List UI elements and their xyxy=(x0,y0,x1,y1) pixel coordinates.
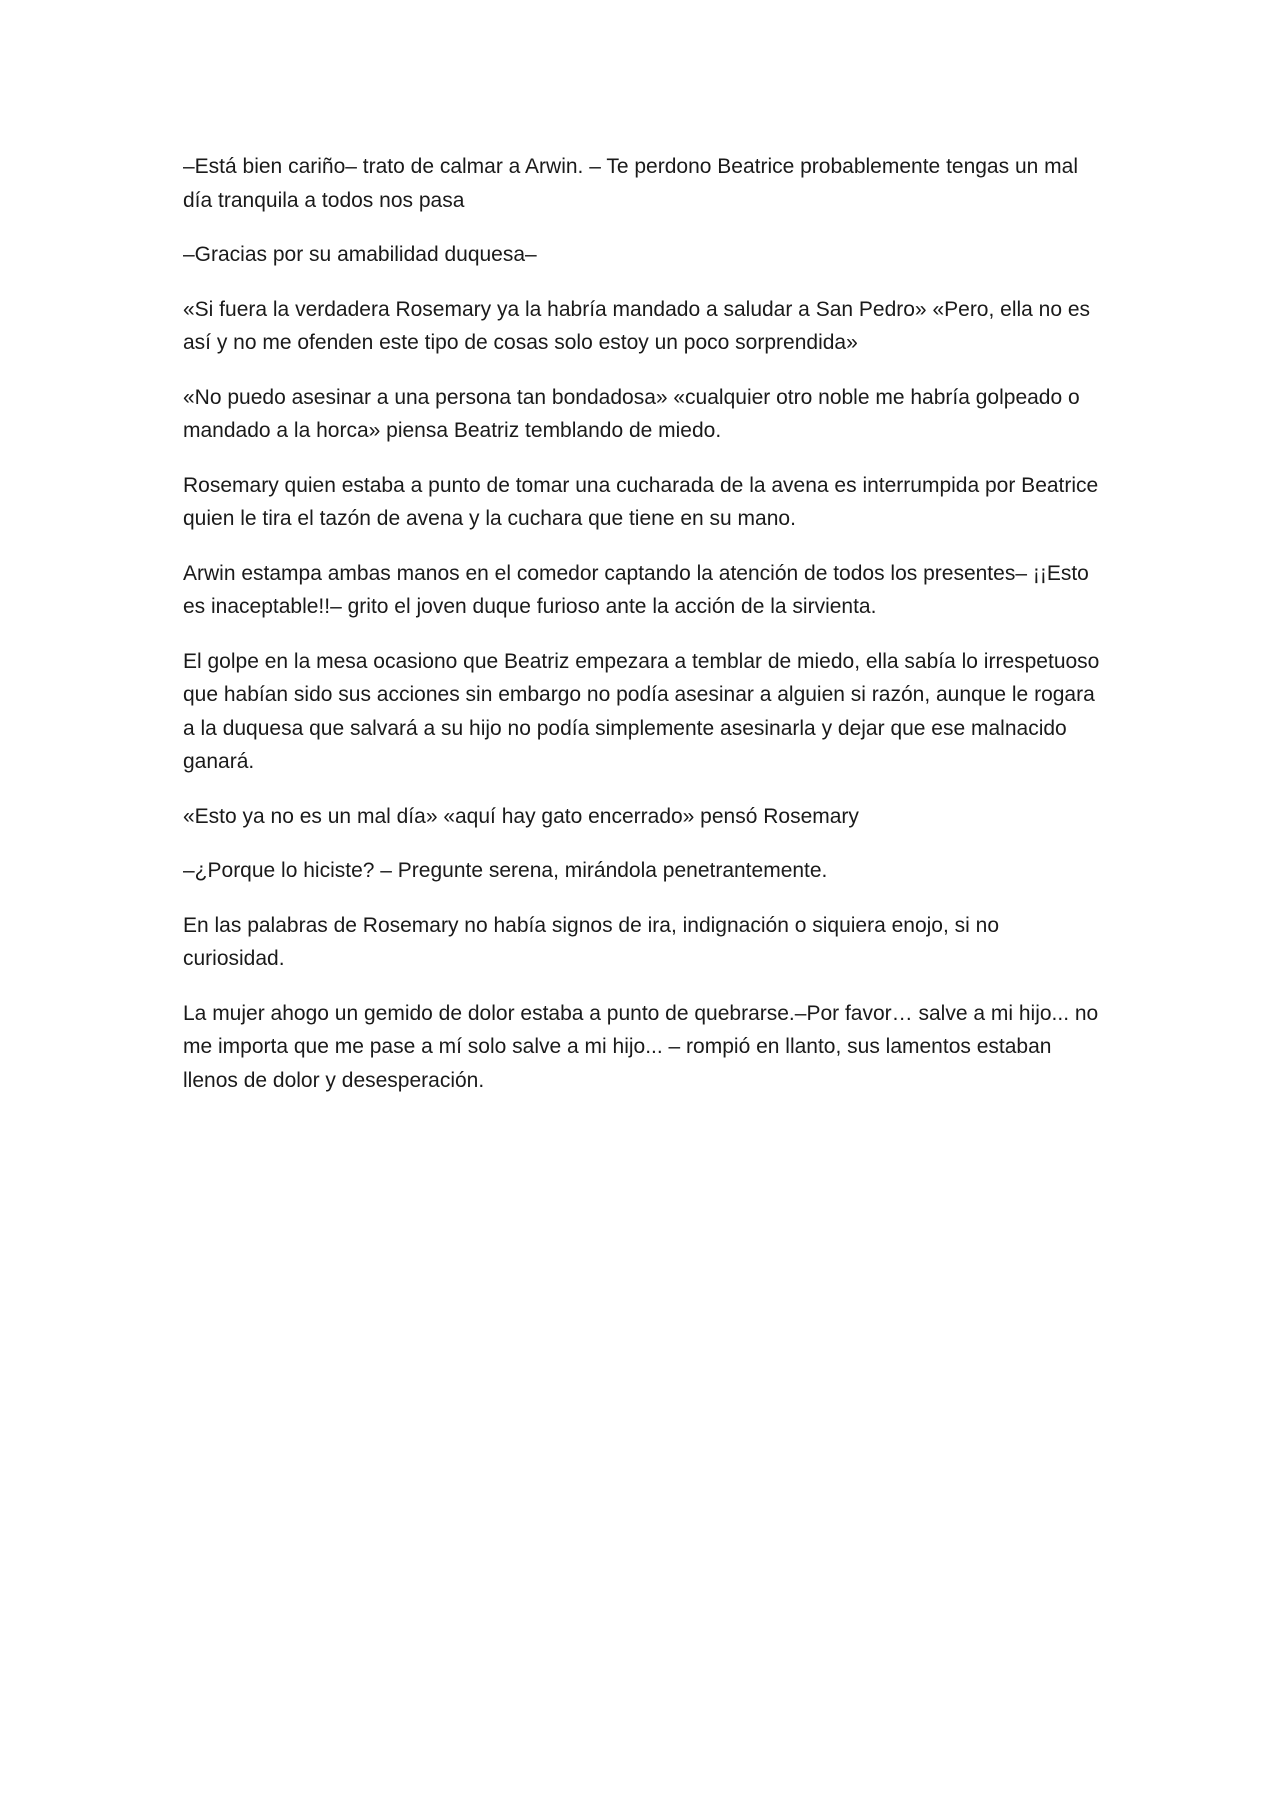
paragraph: En las palabras de Rosemary no había signos de ira, indignación o siquiera enojo, si no curiosidad. xyxy=(183,913,1000,970)
paragraph: «Si fuera la verdadera Rosemary ya la habría mandado a saludar a San Pedro» «Pero, ella no es así y no me ofenden este tipo de cosas solo estoy un poco sorprendida» xyxy=(183,297,1091,354)
paragraph: Rosemary quien estaba a punto de tomar una cucharada de la avena es interrumpida por Beatrice quien le tira el tazón de avena y la cuchara que tiene en su mano. xyxy=(183,473,1099,530)
paragraph: La mujer ahogo un gemido de dolor estaba a punto de quebrarse.–Por favor… salve a mi hijo... no me importa que me pase a mí solo salve a mi hijo... – rompió en llanto, sus lamentos estaban llenos de dolor y desesperación. xyxy=(183,1001,1099,1092)
paragraph: «Esto ya no es un mal día» «aquí hay gato encerrado» pensó Rosemary xyxy=(183,804,859,828)
paragraph: Arwin estampa ambas manos en el comedor captando la atención de todos los presentes– ¡¡Esto es inaceptable!!– grito el joven duque furioso ante la acción de la sirvienta. xyxy=(183,561,1089,618)
paragraph: –Está bien cariño– trato de calmar a Arwin. – Te perdono Beatrice probablemente tengas un mal día tranquila a todos nos pasa xyxy=(183,155,1078,212)
document-body xyxy=(183,150,1103,1118)
paragraph: –Gracias por su amabilidad duquesa– xyxy=(183,243,537,266)
paragraph: –¿Porque lo hiciste? – Pregunte serena, mirándola penetrantemente. xyxy=(183,859,828,882)
paragraph: «No puedo asesinar a una persona tan bondadosa» «cualquier otro noble me habría golpeado o mandado a la horca» piensa Beatriz temblando de miedo. xyxy=(183,385,1080,442)
paragraph: El golpe en la mesa ocasiono que Beatriz empezara a temblar de miedo, ella sabía lo irrespetuoso que habían sido sus acciones sin embargo no podía asesinar a alguien si razón, aunque le rogara a la duquesa que salvará a su hijo no podía simplemente asesinarla y dejar que ese malnacido ganará. xyxy=(183,649,1100,773)
